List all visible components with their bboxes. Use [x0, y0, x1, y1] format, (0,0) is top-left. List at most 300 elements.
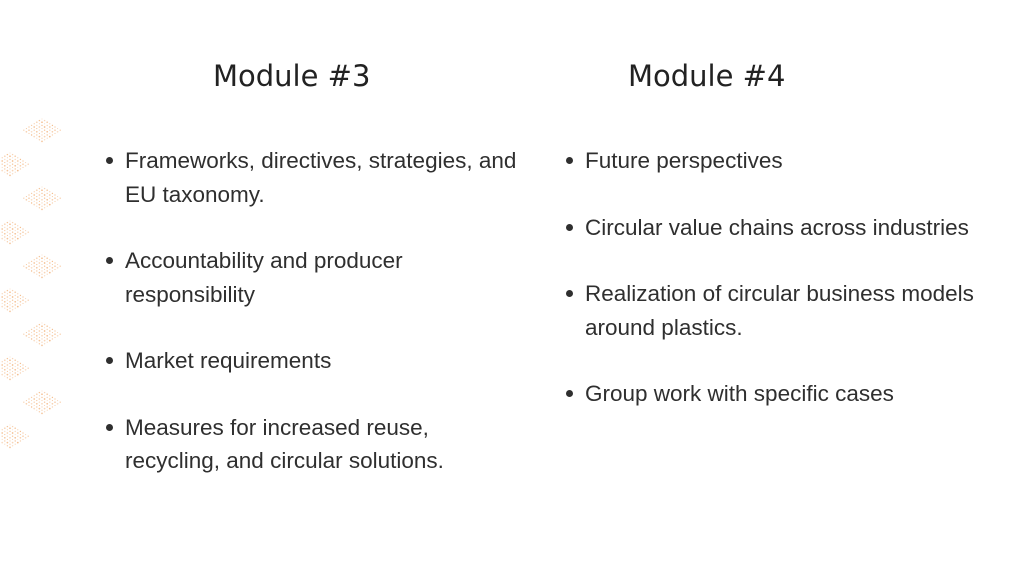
decor-dot — [9, 372, 10, 373]
list-item — [560, 144, 980, 178]
decor-dot — [12, 303, 13, 304]
decor-dot — [7, 442, 9, 444]
decor-dot — [7, 225, 8, 226]
decor-dot — [7, 306, 9, 308]
decor-dot — [60, 334, 61, 335]
list-item — [100, 344, 520, 378]
decor-dot — [49, 269, 50, 270]
decor-dot — [47, 134, 48, 135]
decor-dot — [47, 400, 48, 401]
decor-dot — [57, 199, 59, 201]
decor-dot — [2, 303, 3, 304]
decor-dot — [31, 264, 32, 265]
decor-dot — [17, 368, 18, 369]
list-item — [560, 277, 980, 344]
decor-dot — [22, 235, 23, 236]
decor-dot — [7, 371, 8, 372]
decor-dot — [7, 160, 9, 162]
decor-dot — [26, 267, 28, 269]
decor-dot — [47, 264, 48, 265]
decor-dot — [12, 445, 13, 446]
bullet-icon — [106, 257, 113, 264]
decor-dot — [15, 444, 16, 445]
decor-dot — [31, 397, 32, 398]
decor-dot — [39, 340, 41, 342]
decor-dot — [49, 402, 50, 403]
decor-dot — [52, 196, 53, 197]
decor-dot — [9, 165, 11, 167]
decor-dot — [14, 301, 16, 303]
decor-dot — [47, 332, 48, 333]
decor-dot — [33, 136, 35, 138]
decor-dot — [2, 293, 3, 294]
list-item-text: Future perspectives — [585, 148, 783, 173]
decor-dot — [9, 308, 10, 309]
decor-dot — [31, 403, 33, 405]
decor-dot — [15, 372, 16, 373]
decor-dot — [7, 439, 8, 440]
decor-dot — [31, 335, 33, 337]
decor-dot — [4, 431, 5, 432]
decor-dot — [12, 358, 13, 359]
decor-dot — [44, 262, 46, 264]
decor-dot — [17, 164, 18, 165]
decor-dot — [20, 301, 22, 303]
decor-dot — [7, 238, 9, 240]
decor-dot — [22, 371, 23, 372]
decor-dot — [44, 269, 45, 270]
decor-dot — [41, 342, 42, 343]
decor-dot — [36, 128, 37, 129]
decor-dot — [25, 165, 27, 167]
decor-dot — [34, 259, 35, 260]
decor-dot — [12, 228, 14, 230]
decor-dot — [2, 371, 3, 372]
decor-dot — [36, 131, 38, 133]
decor-dot — [22, 368, 23, 369]
decor-dot — [4, 444, 5, 445]
decor-dot — [44, 191, 45, 192]
decor-dot — [12, 306, 14, 308]
decor-dot — [7, 164, 8, 165]
decor-dot — [4, 236, 5, 237]
decor-dot — [4, 295, 5, 296]
list-item-text: Market requirements — [125, 348, 332, 373]
decor-dot — [34, 334, 35, 335]
decor-dot — [12, 296, 14, 298]
decor-dot — [36, 189, 38, 191]
decor-dot — [39, 133, 40, 134]
decor-dot — [9, 162, 10, 163]
decor-dot — [47, 338, 48, 339]
decor-dot — [7, 377, 8, 378]
decor-dot — [52, 128, 53, 129]
decor-dot — [39, 266, 40, 267]
decor-dot — [47, 406, 48, 407]
bullet-icon — [566, 290, 573, 297]
decor-dot — [44, 398, 46, 400]
decor-dot — [15, 308, 16, 309]
decor-dot — [4, 366, 5, 367]
decor-dot — [52, 267, 54, 269]
decor-dot — [49, 194, 51, 196]
decor-dot — [44, 392, 45, 393]
decor-dot — [46, 189, 48, 191]
decor-dot — [2, 235, 3, 236]
decor-dot — [54, 266, 55, 267]
decor-dot — [22, 296, 24, 298]
decor-dot — [1, 160, 3, 162]
decor-dot — [28, 232, 29, 233]
decor-dot — [12, 442, 14, 444]
decor-dot — [9, 366, 10, 367]
decor-dot — [41, 338, 42, 339]
decor-dot — [4, 233, 6, 235]
decor-dot — [7, 173, 8, 174]
decor-dot — [36, 400, 37, 401]
decor-dot — [47, 202, 48, 203]
decor-dot — [20, 298, 21, 299]
decor-dot — [31, 338, 32, 339]
decor-dot — [34, 133, 35, 134]
decor-dot — [20, 363, 21, 364]
decor-dot — [44, 411, 45, 412]
decor-dot — [9, 230, 10, 231]
decor-dot — [22, 432, 24, 434]
decor-dot — [4, 155, 6, 157]
decor-dot — [41, 141, 43, 143]
decor-dot — [46, 121, 48, 123]
decor-dot — [33, 340, 35, 342]
decor-dot — [20, 295, 21, 296]
decor-dot — [4, 304, 5, 305]
decor-dot — [44, 327, 45, 328]
decor-dot — [20, 369, 22, 371]
decor-dot — [41, 329, 42, 330]
decor-dot — [57, 335, 59, 337]
decor-dot — [22, 160, 24, 162]
decor-dot — [36, 397, 37, 398]
decor-dot — [41, 264, 42, 265]
list-item — [560, 377, 980, 411]
decor-dot — [28, 262, 30, 264]
decor-dot — [39, 275, 40, 276]
decor-dot — [44, 207, 45, 208]
decor-dot — [20, 372, 21, 373]
decor-dot — [17, 371, 18, 372]
decor-dot — [1, 170, 3, 172]
decor-dot — [4, 308, 5, 309]
decor-dot — [20, 168, 21, 169]
decor-dot — [1, 296, 3, 298]
decor-dot — [17, 436, 18, 437]
decor-dot — [54, 398, 56, 400]
decor-dot — [36, 121, 38, 123]
decor-dot — [49, 191, 50, 192]
decor-dot — [9, 155, 11, 157]
decor-dot — [39, 262, 41, 264]
decor-dot — [15, 240, 16, 241]
decor-dot — [17, 364, 19, 366]
decor-dot — [36, 393, 38, 395]
decor-dot — [41, 410, 42, 411]
decor-dot — [60, 266, 61, 267]
decor-dot — [44, 337, 45, 338]
decor-dot — [31, 199, 33, 201]
decor-dot — [39, 201, 40, 202]
decor-dot — [39, 337, 40, 338]
decor-dot — [49, 334, 50, 335]
decor-dot — [36, 325, 38, 327]
decor-dot — [34, 337, 35, 338]
decor-dot — [12, 439, 13, 440]
decor-dot — [20, 233, 22, 235]
decor-dot — [25, 298, 26, 299]
decor-dot — [12, 160, 14, 162]
decor-dot — [47, 270, 48, 271]
decor-dot — [12, 235, 13, 236]
decor-dot — [31, 125, 32, 126]
decor-dot — [15, 431, 16, 432]
decor-dot — [57, 128, 58, 129]
decor-dot — [23, 198, 24, 199]
decor-dot — [17, 157, 18, 158]
decor-dot — [15, 363, 16, 364]
decor-dot — [20, 434, 21, 435]
decor-dot — [60, 198, 61, 199]
decor-dot — [41, 134, 42, 135]
decor-dot — [7, 232, 8, 233]
decor-dot — [41, 121, 43, 123]
decor-dot — [44, 272, 46, 274]
decor-dot — [22, 300, 23, 301]
decor-dot — [4, 227, 5, 228]
module-4-column — [560, 56, 980, 406]
decor-dot — [28, 133, 29, 134]
decor-dot — [28, 266, 29, 267]
decor-dot — [44, 139, 45, 140]
decor-dot — [44, 266, 45, 267]
decor-dot — [28, 337, 29, 338]
decor-dot — [41, 125, 42, 126]
decor-dot — [23, 402, 24, 403]
decor-dot — [22, 439, 23, 440]
decor-dot — [49, 395, 50, 396]
decor-dot — [44, 136, 46, 138]
decor-dot — [4, 434, 5, 435]
decor-dot — [54, 126, 56, 128]
decor-dot — [39, 120, 40, 121]
decor-dot — [44, 256, 45, 257]
decor-dot — [41, 325, 43, 327]
decor-dot — [49, 136, 51, 138]
decor-dot — [1, 238, 3, 240]
decor-dot — [39, 204, 41, 206]
decor-dot — [7, 154, 8, 155]
decor-dot — [41, 186, 42, 187]
decor-dot — [23, 266, 24, 267]
decor-dot — [57, 267, 59, 269]
decor-dot — [17, 293, 18, 294]
decor-dot — [7, 296, 9, 298]
decor-dot — [25, 434, 26, 435]
decor-dot — [9, 243, 11, 245]
decor-dot — [52, 335, 54, 337]
decor-dot — [36, 199, 38, 201]
decor-dot — [34, 269, 35, 270]
decor-dot — [34, 327, 35, 328]
decor-dot — [47, 397, 48, 398]
decor-dot — [12, 364, 14, 366]
decor-dot — [52, 270, 53, 271]
decor-dot — [46, 393, 48, 395]
decor-dot — [41, 406, 42, 407]
decor-dot — [25, 366, 26, 367]
decor-dot — [9, 311, 11, 313]
decor-dot — [9, 295, 10, 296]
decor-dot — [44, 275, 45, 276]
decor-dot — [17, 232, 18, 233]
decor-dot — [2, 225, 3, 226]
decor-dot — [7, 300, 8, 301]
decor-dot — [41, 400, 42, 401]
decor-dot — [49, 408, 51, 410]
decor-dot — [49, 262, 51, 264]
decor-dot — [41, 202, 42, 203]
decor-dot — [9, 240, 10, 241]
decor-dot — [39, 139, 40, 140]
decor-dot — [52, 264, 53, 265]
decor-dot — [34, 201, 35, 202]
decor-dot — [41, 393, 43, 395]
decor-dot — [9, 447, 11, 449]
decor-dot — [12, 429, 13, 430]
module-3-column — [100, 56, 520, 473]
bullet-icon — [106, 157, 113, 164]
decor-dot — [12, 167, 13, 168]
decor-dot — [9, 159, 10, 160]
decor-dot — [41, 403, 43, 405]
decor-dot — [52, 261, 53, 262]
list-item — [100, 244, 520, 311]
decor-dot — [44, 402, 45, 403]
decor-dot — [12, 241, 13, 242]
decor-dot — [14, 427, 16, 429]
decor-dot — [28, 334, 29, 335]
decor-dot — [36, 261, 37, 262]
decor-dot — [41, 128, 42, 129]
decor-dot — [28, 126, 30, 128]
decor-dot — [36, 403, 38, 405]
decor-dot — [49, 204, 51, 206]
decor-dot — [39, 408, 41, 410]
decor-dot — [41, 193, 42, 194]
decor-dot — [7, 293, 8, 294]
decor-dot — [15, 440, 16, 441]
decor-dot — [46, 403, 48, 405]
decor-dot — [49, 133, 50, 134]
decor-dot — [9, 236, 10, 237]
decor-dot — [12, 222, 13, 223]
decor-dot — [41, 199, 43, 201]
decor-dot — [20, 304, 21, 305]
decor-dot — [12, 290, 13, 291]
decor-dot — [7, 368, 8, 369]
decor-dot — [1, 432, 3, 434]
decor-dot — [9, 440, 10, 441]
decor-dot — [36, 196, 37, 197]
decor-dot — [15, 236, 16, 237]
decor-dot — [36, 257, 38, 259]
decor-dot — [7, 309, 8, 310]
decor-dot — [39, 411, 40, 412]
decor-dot — [57, 264, 58, 265]
decor-dot — [34, 395, 35, 396]
decor-dot — [14, 155, 16, 157]
decor-dot — [2, 429, 3, 430]
decor-dot — [47, 206, 48, 207]
decor-dot — [31, 193, 32, 194]
decor-dot — [9, 172, 10, 173]
decor-dot — [46, 199, 48, 201]
decor-dot — [52, 338, 53, 339]
decor-dot — [54, 133, 55, 134]
decor-dot — [4, 369, 6, 371]
decor-dot — [7, 374, 9, 376]
decor-dot — [36, 410, 37, 411]
decor-dot — [7, 157, 8, 158]
decor-dot — [36, 125, 37, 126]
decor-dot — [17, 374, 19, 376]
decor-dot — [15, 159, 16, 160]
decor-dot — [20, 440, 21, 441]
decor-dot — [12, 432, 14, 434]
decor-dot — [44, 395, 45, 396]
decor-dot — [4, 301, 6, 303]
decor-dot — [2, 368, 3, 369]
decor-dot — [4, 230, 5, 231]
decor-dot — [47, 329, 48, 330]
decor-dot — [9, 359, 11, 361]
decor-dot — [28, 330, 30, 332]
decor-dot — [9, 427, 11, 429]
decor-dot — [22, 164, 23, 165]
decor-dot — [17, 225, 18, 226]
decor-dot — [15, 366, 16, 367]
decor-dot — [44, 123, 45, 124]
decor-dot — [54, 130, 55, 131]
decor-dot — [4, 223, 6, 225]
decor-dot — [47, 274, 48, 275]
decor-dot — [17, 238, 19, 240]
decor-dot — [39, 188, 40, 189]
decor-dot — [57, 403, 59, 405]
decor-dot — [20, 431, 21, 432]
decor-dot — [28, 130, 29, 131]
decor-dot — [17, 429, 18, 430]
decor-dot — [52, 199, 54, 201]
module-4-title: Module #4 — [628, 59, 786, 93]
decor-dot — [36, 138, 37, 139]
decor-dot — [52, 193, 53, 194]
decor-dot — [54, 262, 56, 264]
decor-dot — [7, 445, 8, 446]
decor-dot — [4, 172, 5, 173]
decor-dot — [39, 259, 40, 260]
decor-dot — [33, 398, 35, 400]
decor-dot — [36, 134, 37, 135]
decor-dot — [4, 159, 5, 160]
